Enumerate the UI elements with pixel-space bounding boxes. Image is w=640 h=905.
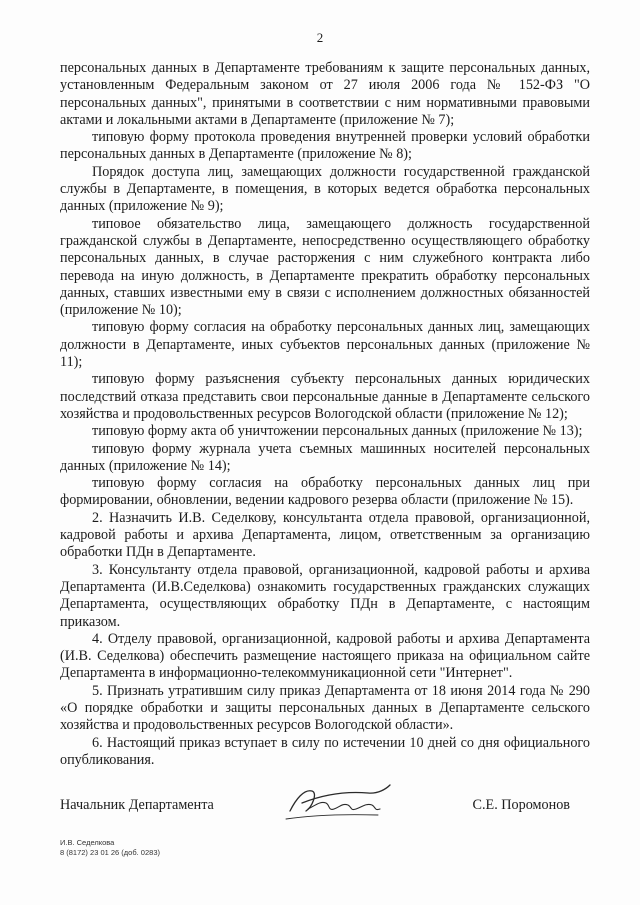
executor-phone: 8 (8172) 23 01 26 (доб. 0283) — [60, 848, 160, 857]
signatory-name: С.Е. Поромонов — [472, 797, 570, 813]
paragraph-5: типовую форму согласия на обработку персональных данных лиц, замещающих должности в Департаменте, иных субъектов персональных данных (приложение № 11); — [60, 319, 590, 371]
paragraph-6: типовую форму разъяснения субъекту персональных данных юридических последствий отказа представить свои персональные данные в Департаменте сельского хозяйства и продовольственных ресурсов Вологодской области (приложение № 12); — [60, 371, 590, 422]
signature-block — [60, 793, 590, 829]
executor-name: И.В. Седелкова — [60, 838, 115, 847]
paragraph-7: типовую форму акта об уничтожении персональных данных (приложение № 13); — [92, 423, 583, 440]
paragraph-14: 6. Настоящий приказ вступает в силу по истечении 10 дней со дня официального опубликования. — [60, 734, 590, 768]
paragraph-8: типовую форму журнала учета съемных машинных носителей персональных данных (приложение № 14); — [60, 440, 590, 474]
paragraph-11: 3. Консультанту отдела правовой, организационной, кадровой работы и архива Департамента (И.В.Седелкова) ознакомить государственных гражданских служащих Департамента, осуществляющих обработку ПДн в Департаменте, с настоящим приказом. — [60, 561, 590, 630]
paragraph-10: 2. Назначить И.В. Седелкову, консультанта отдела правовой, организационной, кадровой работы и архива Департамента, лицом, ответственным за организацию обработки ПДн в Департаменте. — [60, 509, 590, 561]
handwritten-signature — [282, 781, 392, 825]
paragraph-9: типовую форму согласия на обработку персональных данных лиц при формировании, обновлении, ведении кадрового резерва области (приложение № 15). — [60, 475, 590, 509]
document-body — [60, 60, 590, 769]
paragraph-3: Порядок доступа лиц, замещающих должности государственной гражданской службы в Департаменте, в помещения, в которых ведется обработка персональных данных (приложение № 9); — [60, 163, 590, 215]
paragraph-4: типовое обязательство лица, замещающего должность государственной гражданской службы в Департаменте, непосредственно осуществляющего обработку персональных данных, в случае расторжения с ним служебного контракта либо перевода на иную должность, в Департаменте прекратить обработку персональных данных, ставших известными ему в связи с исполнением должностных обязанностей (приложение № 10); — [60, 215, 590, 319]
signatory-title: Начальник Департамента — [60, 797, 214, 813]
paragraph-13: 5. Признать утратившим силу приказ Департамента от 18 июня 2014 года № 290 «О порядке обработки и защиты персональных данных в Департаменте сельского хозяйства и продовольственных ресурсов Вологодской области». — [60, 682, 590, 734]
page-number: 2 — [316, 30, 324, 45]
executor-footer — [60, 838, 160, 858]
paragraph-1: персональных данных в Департаменте требованиям к защите персональных данных, установленным Федеральным законом от 27 июля 2006 года № 152-ФЗ "О персональных данных", принятыми в соответствии с ним нормативными правовыми актами и локальными актами в Департаменте (приложение № 7); — [60, 60, 590, 128]
paragraph-12: 4. Отделу правовой, организационной, кадровой работы и архива Департамента (И.В. Седелкова) обеспечить размещение настоящего приказа на официальном сайте Департамента в информационно-телекоммуникационной сети "Интернет". — [60, 630, 590, 682]
paragraph-2: типовую форму протокола проведения внутренней проверки условий обработки персональных данных в Департаменте (приложение № 8); — [60, 129, 590, 163]
